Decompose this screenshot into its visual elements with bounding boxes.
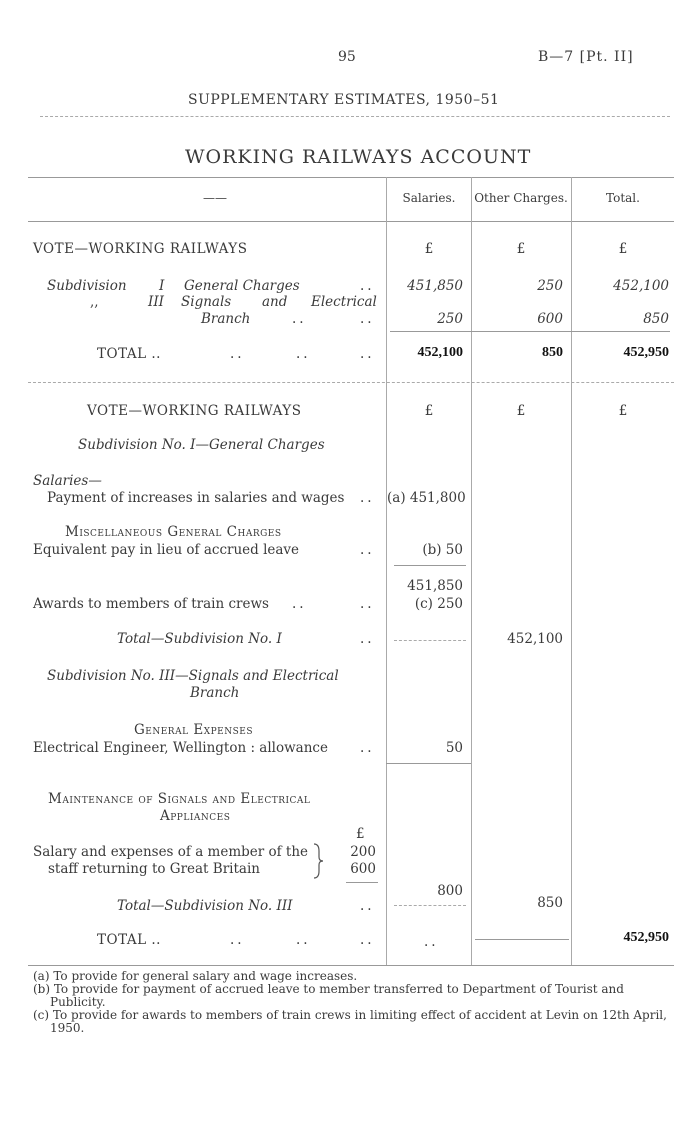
detail-grand-total-value: 452,950 [623,930,669,945]
summary-total-total: 452,950 [623,345,669,360]
table-top-rule [28,177,674,178]
curly-brace-icon [312,843,324,879]
summary-sub1-total: 452,100 [613,278,669,294]
detail-inner-currency: £ [356,826,365,842]
column-header-total: Total. [606,191,640,205]
summary-subtotal-rule [390,331,670,332]
detail-sub1-heading: Subdivision No. I—General Charges [78,437,325,453]
detail-sub1-total-value: 452,100 [507,631,563,647]
detail-staff-sum: 800 [437,883,463,899]
summary-sub3-salaries: 250 [437,311,463,327]
column-divider-salaries [386,177,387,965]
document-reference: B—7 [Pt. II] [538,49,634,65]
summary-sub3-other: 600 [537,311,563,327]
detail-sub1-total-label: Total—Subdivision No. I [117,631,282,647]
title-rule [40,116,670,117]
summary-total-label: TOTAL .. [97,346,161,362]
detail-currency-salaries: £ [424,403,434,419]
column-header-other-charges: Other Charges. [474,191,568,205]
summary-vote-title: VOTE—WORKING RAILWAYS [33,241,248,257]
footnote-a: (a) To provide for general salary and wage increases. [33,969,358,983]
detail-staff-value-2: 600 [350,861,376,877]
leader-dots: .. [360,740,375,756]
column-divider-total [571,177,572,965]
summary-sub1-other: 250 [537,278,563,294]
leader-dots: .. [360,311,375,327]
detail-general-expenses-heading: General Expenses [134,722,254,738]
detail-sub3-total-rule [394,905,466,906]
leader-dots: .. [360,490,375,506]
summary-sub3-name-d: Branch [201,311,251,327]
detail-staff-item-a: Salary and expenses of a member of the [33,844,309,860]
detail-staff-sum-rule [346,882,378,883]
leader-dots: .. [230,932,245,948]
column-divider-other [471,177,472,965]
summary-sub1-name: General Charges [184,278,300,294]
leader-dots: .. [360,898,375,914]
leader-dots: .. [230,346,245,362]
detail-salaries-item-value: (a) 451,800 [387,490,466,506]
detail-sub3-total-value: 850 [537,895,563,911]
summary-sub3-number: III [148,294,164,310]
summary-currency-salaries: £ [424,241,434,257]
summary-sub3-name-c: Electrical [311,294,377,310]
detail-misc-item: Equivalent pay in lieu of accrued leave [33,542,300,558]
detail-awards-item: Awards to members of train crews [33,596,269,612]
leader-dots: .. [360,542,375,558]
summary-currency-other: £ [516,241,526,257]
detail-awards-value: (c) 250 [414,596,463,612]
summary-sub1-salaries: 451,850 [407,278,463,294]
document-title: SUPPLEMENTARY ESTIMATES, 1950–51 [188,92,500,108]
summary-sub3-name-b: and [262,294,288,310]
column-header-salaries: Salaries. [402,191,456,205]
summary-total-other: 850 [542,345,563,360]
detail-sub1-total-rule [394,640,466,641]
detail-misc-item-value: (b) 50 [422,542,463,558]
summary-total-salaries: 452,100 [417,345,463,360]
summary-sub3-name-a: Signals [181,294,232,310]
leader-dots: .. [360,596,375,612]
detail-vote-title: VOTE—WORKING RAILWAYS [87,403,302,419]
detail-subtotal-value: 451,850 [407,578,463,594]
account-title: WORKING RAILWAYS ACCOUNT [185,146,532,168]
leader-dots: .. [292,311,307,327]
table-header-rule [28,221,674,222]
footnote-b-line2: Publicity. [50,995,106,1009]
detail-subtotal-rule [394,565,466,566]
table-bottom-rule [28,965,674,966]
leader-dots: .. [296,932,311,948]
leader-dots: .. [360,631,375,647]
leader-dots: .. [296,346,311,362]
summary-sub1-number: I [159,278,165,294]
detail-currency-total: £ [618,403,628,419]
section-separator [28,382,674,383]
leader-dots: .. [360,278,375,294]
detail-general-expenses-value: 50 [445,740,463,756]
detail-staff-value-1: 200 [350,844,376,860]
leader-dots: .. [360,346,375,362]
footnote-c-line1: (c) To provide for awards to members of train crews in limiting effect of accident at Levin on 12th April, [33,1008,667,1022]
leader-dots: .. [360,932,375,948]
detail-maintenance-heading-b: Appliances [160,808,231,824]
footnote-b-line1: (b) To provide for payment of accrued leave to member transferred to Department of Tourist and [33,982,624,996]
detail-misc-heading: Miscellaneous General Charges [65,524,282,540]
detail-grand-total-rule [475,939,569,940]
summary-sub1-label: Subdivision [47,278,127,294]
detail-maintenance-heading-a: Maintenance of Signals and Electrical [48,791,311,807]
detail-staff-item-b: staff returning to Great Britain [48,861,260,877]
detail-sub3-total-label: Total—Subdivision No. III [117,898,293,914]
column-header-description: —— [203,191,227,205]
leader-dots: .. [292,596,307,612]
detail-general-expenses-rule [386,763,471,764]
page-number: 95 [338,49,356,65]
summary-currency-total: £ [618,241,628,257]
detail-salaries-heading: Salaries— [33,473,102,489]
detail-salaries-item: Payment of increases in salaries and wages [47,490,345,506]
summary-sub3-total: 850 [643,311,669,327]
detail-sub3-heading-b: Branch [190,685,240,701]
summary-sub3-ditto: ,, [90,294,99,310]
detail-currency-other: £ [516,403,526,419]
footnote-c-line2: 1950. [50,1021,85,1035]
detail-general-expenses-item: Electrical Engineer, Wellington : allowance [33,740,328,756]
detail-grand-total-label: TOTAL .. [97,932,161,948]
leader-dots: .. [424,934,439,950]
detail-sub3-heading-a: Subdivision No. III—Signals and Electrical [47,668,339,684]
